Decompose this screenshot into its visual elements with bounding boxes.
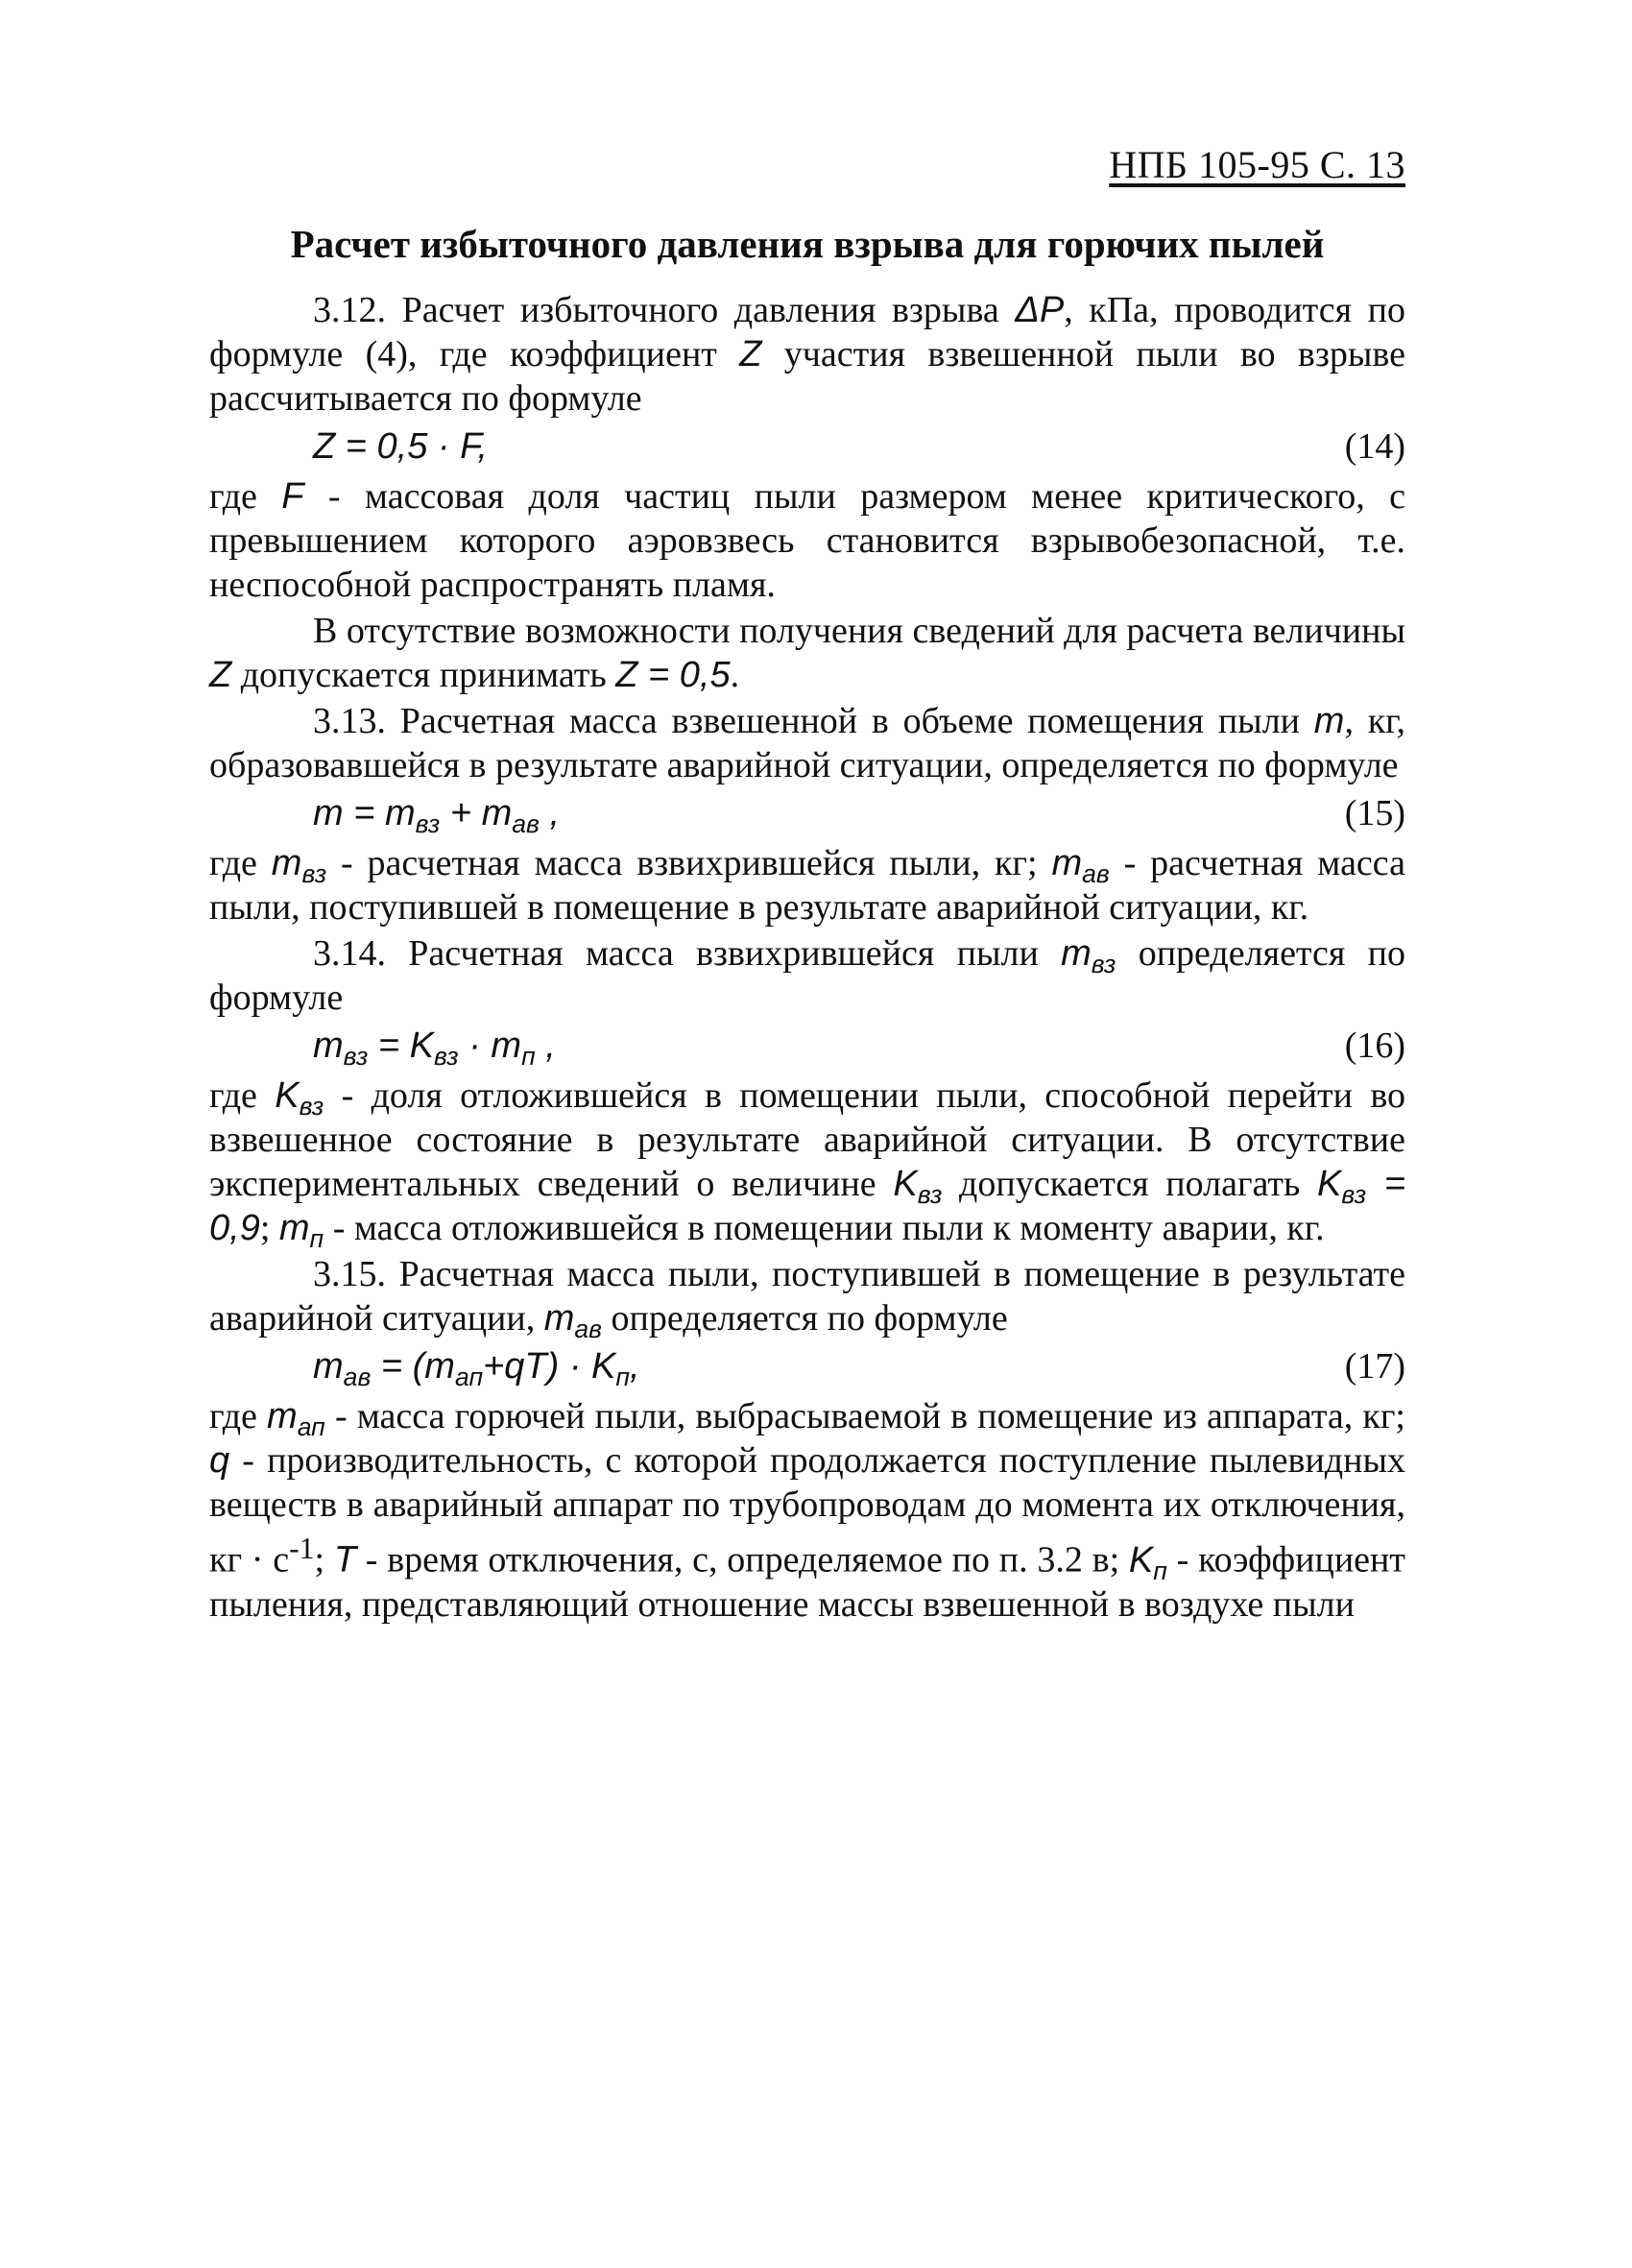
formula-16 (209, 1024, 1405, 1071)
paragraph-where-m: где $m_{вз}$ - расчетная масса взвихрившейся пыли, кг; $m_{ав}$ - расчетная масса пыли, поступившей в помещение в результате аварийной ситуации, кг. (209, 843, 1405, 928)
paragraph-where-k: где $K_{вз}$ - доля отложившейся в помещении пыли, способной перейти во взвешенное состояние в результате аварийной ситуации. В отсутствие экспериментальных сведений о величине $K_{вз}$ допускается полагать $K_{вз} = 0,9$; $m_п$ - масса отложившейся в помещении пыли к моменту аварии, кг. (209, 1075, 1406, 1253)
formula-17-number: (17) (1344, 1346, 1405, 1387)
paragraph-3-13: 3.13. Расчетная масса взвешенной в объеме помещения пыли m, кг, образовавшейся в результате аварийной ситуации, определяется по формуле (209, 701, 1405, 785)
page-header: НПБ 105-95 С. 13 (1109, 143, 1405, 186)
formula-16-expression: $m_{вз} = K_{вз} \cdot m_п$ , (313, 1025, 556, 1071)
paragraph-z-default: В отсутствие возможности получения сведений для расчета величины Z допускается принимать Z = 0,5. (209, 611, 1406, 695)
paragraph-where-f: где F - массовая доля частиц пыли размером менее критического, с превышением которого аэровзвесь становится взрывобезопасной, т.е. неспособной распространять пламя. (209, 476, 1405, 605)
formula-15-number: (15) (1344, 793, 1405, 833)
formula-16-number: (16) (1344, 1025, 1405, 1066)
paragraph-3-14: 3.14. Расчетная масса взвихрившейся пыли $m_{вз}$ определяется по формуле (209, 933, 1405, 1018)
formula-15 (209, 791, 1405, 838)
paragraph-where-map: где $m_{ап}$ - масса горючей пыли, выбрасываемой в помещение из аппарата, кг; q - производительность, с которой продолжается поступление пылевидных веществ в аварийный аппарат по трубопроводам до момента их отключения, кг · $с^{-1}$; T - время отключения, с, определяемое по п. 3.2 в; $K_п$ - коэффициент пыления, представляющий отношение массы взвешенной в воздухе пыли (209, 1396, 1405, 1625)
formula-15-expression: $m = m_{вз} + m_{ав}$ , (313, 793, 561, 838)
formula-14-number: (14) (1344, 426, 1405, 467)
formula-17 (209, 1344, 1405, 1391)
body-text (209, 288, 1405, 1629)
paragraph-3-15: 3.15. Расчетная масса пыли, поступившей в помещение в результате аварийной ситуации, $m_{ав}$ определяется по формуле (209, 1254, 1405, 1343)
formula-14 (209, 424, 1405, 469)
formula-14-expression: Z = 0,5 · F, (313, 426, 488, 467)
formula-17-expression: $m_{ав} = (m_{ап}+qT) \cdot K_п$, (313, 1346, 640, 1391)
section-title: Расчет избыточного давления взрыва для горючих пылей (290, 222, 1325, 266)
paragraph-3-12: 3.12. Расчет избыточного давления взрыва ΔP, кПа, проводится по формуле (4), где коэффициент Z участия взвешенной пыли во взрыве рассчитывается по формуле (209, 290, 1405, 419)
